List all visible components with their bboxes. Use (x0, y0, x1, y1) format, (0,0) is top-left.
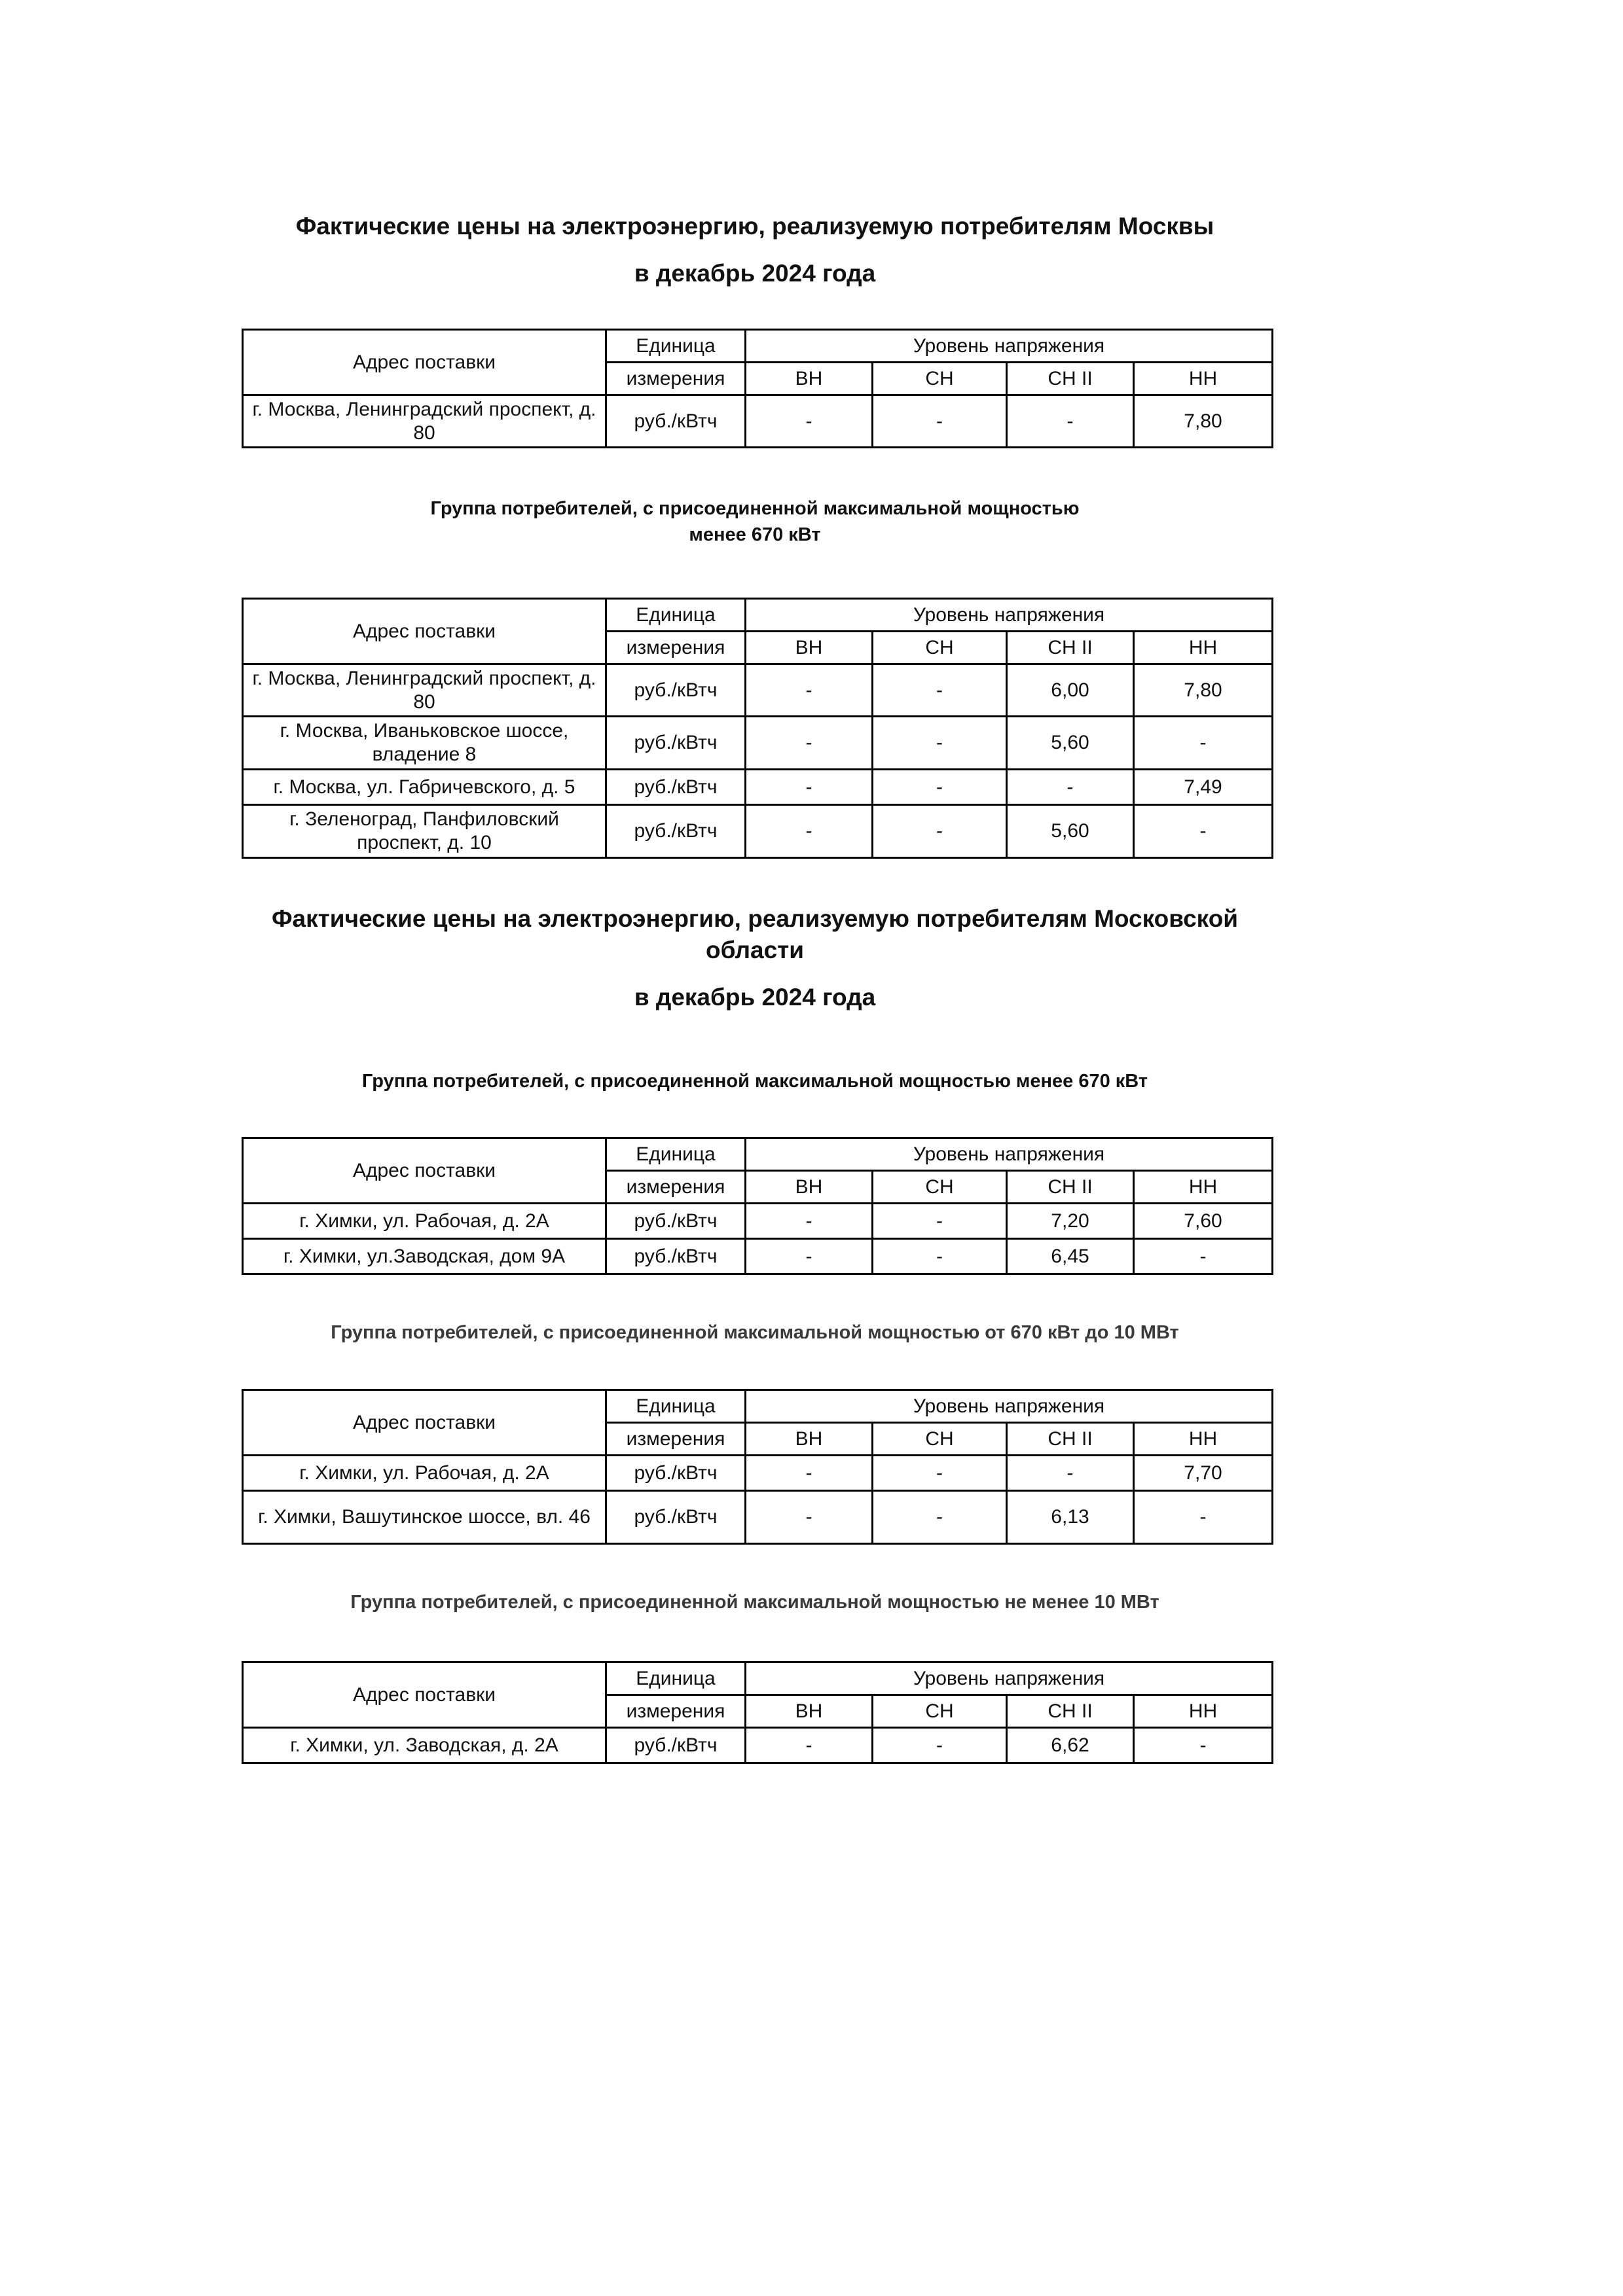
cell-vn: - (746, 717, 873, 770)
cell-vn: - (746, 770, 873, 805)
cell-nn: - (1134, 717, 1273, 770)
table-row (243, 770, 1273, 805)
cell-unit: руб./кВтч (606, 1491, 746, 1544)
header-sn2: СН II (1007, 363, 1134, 395)
header-address: Адрес поставки (243, 1390, 606, 1456)
header-nn: НН (1134, 632, 1273, 664)
cell-nn: 7,49 (1134, 770, 1273, 805)
cell-unit: руб./кВтч (606, 1456, 746, 1491)
header-sn2: СН II (1007, 1695, 1134, 1728)
header-voltage: Уровень напряжения (746, 1138, 1273, 1171)
header-unit-bottom: измерения (606, 363, 746, 395)
cell-nn: 7,80 (1134, 395, 1273, 448)
table-row (243, 1491, 1273, 1544)
oblast-price-table-2 (242, 1389, 1273, 1545)
header-sn: СН (873, 632, 1007, 664)
cell-address: г. Москва, ул. Габричевского, д. 5 (243, 770, 606, 805)
cell-sn: - (873, 1728, 1007, 1763)
header-address: Адрес поставки (243, 1138, 606, 1204)
cell-vn: - (746, 1204, 873, 1239)
cell-unit: руб./кВтч (606, 1728, 746, 1763)
cell-unit: руб./кВтч (606, 1239, 746, 1274)
cell-sn2: - (1007, 1456, 1134, 1491)
table-header-row (243, 1390, 1273, 1423)
oblast-group2-title: Группа потребителей, с присоединенной максимальной мощностью от 670 кВт до 10 МВт (331, 1322, 1179, 1343)
cell-nn: 7,60 (1134, 1204, 1273, 1239)
cell-nn: 7,80 (1134, 664, 1273, 717)
header-vn: ВН (746, 1695, 873, 1728)
oblast-title-line1: Фактические цены на электроэнергию, реализуемую потребителям Московской (271, 905, 1239, 932)
cell-nn: - (1134, 1239, 1273, 1274)
header-sn: СН (873, 1171, 1007, 1204)
cell-sn2: 7,20 (1007, 1204, 1134, 1239)
cell-sn2: - (1007, 395, 1134, 448)
oblast-group1-title: Группа потребителей, с присоединенной максимальной мощностью менее 670 кВт (361, 1071, 1148, 1092)
header-unit-top: Единица (606, 330, 746, 363)
table-header-row (243, 1138, 1273, 1171)
cell-unit: руб./кВтч (606, 1204, 746, 1239)
header-voltage: Уровень напряжения (746, 599, 1273, 632)
table-row (243, 1239, 1273, 1274)
cell-sn: - (873, 1204, 1007, 1239)
cell-vn: - (746, 805, 873, 858)
cell-unit: руб./кВтч (606, 805, 746, 858)
header-voltage: Уровень напряжения (746, 1662, 1273, 1695)
header-sn2: СН II (1007, 1171, 1134, 1204)
cell-vn: - (746, 664, 873, 717)
header-nn: НН (1134, 1171, 1273, 1204)
header-vn: ВН (746, 1423, 873, 1456)
moscow-group-title-line1: Группа потребителей, с присоединенной максимальной мощностью (430, 498, 1080, 519)
table-row (243, 1728, 1273, 1763)
cell-unit: руб./кВтч (606, 395, 746, 448)
header-voltage: Уровень напряжения (746, 1390, 1273, 1423)
header-unit-bottom: измерения (606, 1695, 746, 1728)
cell-vn: - (746, 1491, 873, 1544)
cell-nn: 7,70 (1134, 1456, 1273, 1491)
cell-address: г. Химки, ул. Рабочая, д. 2А (243, 1456, 606, 1491)
cell-address: г. Москва, Ленинградский проспект, д. 80 (243, 664, 606, 717)
cell-address: г. Химки, ул. Заводская, д. 2А (243, 1728, 606, 1763)
table-header-row (243, 1662, 1273, 1695)
oblast-price-table-1 (242, 1137, 1273, 1275)
cell-sn: - (873, 664, 1007, 717)
cell-sn2: - (1007, 770, 1134, 805)
moscow-price-table-2 (242, 598, 1273, 859)
header-unit-top: Единица (606, 1138, 746, 1171)
cell-unit: руб./кВтч (606, 770, 746, 805)
cell-nn: - (1134, 805, 1273, 858)
cell-sn: - (873, 1239, 1007, 1274)
cell-sn2: 6,13 (1007, 1491, 1134, 1544)
header-sn: СН (873, 363, 1007, 395)
header-sn2: СН II (1007, 632, 1134, 664)
table-row (243, 805, 1273, 858)
cell-vn: - (746, 1728, 873, 1763)
header-address: Адрес поставки (243, 330, 606, 395)
cell-address: г. Химки, ул.Заводская, дом 9А (243, 1239, 606, 1274)
header-vn: ВН (746, 363, 873, 395)
oblast-group3-title: Группа потребителей, с присоединенной максимальной мощностью не менее 10 МВт (350, 1592, 1159, 1613)
cell-sn: - (873, 770, 1007, 805)
cell-sn: - (873, 717, 1007, 770)
table-row (243, 664, 1273, 717)
header-unit-top: Единица (606, 1662, 746, 1695)
header-voltage: Уровень напряжения (746, 330, 1273, 363)
header-unit-bottom: измерения (606, 632, 746, 664)
header-unit-bottom: измерения (606, 1171, 746, 1204)
header-nn: НН (1134, 1423, 1273, 1456)
header-unit-top: Единица (606, 1390, 746, 1423)
header-nn: НН (1134, 363, 1273, 395)
cell-nn: - (1134, 1728, 1273, 1763)
oblast-title-line2: области (705, 937, 805, 963)
header-address: Адрес поставки (243, 1662, 606, 1728)
cell-vn: - (746, 1456, 873, 1491)
cell-address: г. Химки, ул. Рабочая, д. 2А (243, 1204, 606, 1239)
moscow-title: Фактические цены на электроэнергию, реализуемую потребителям Москвы (295, 213, 1214, 240)
cell-sn2: 5,60 (1007, 805, 1134, 858)
cell-address: г. Химки, Вашутинское шоссе, вл. 46 (243, 1491, 606, 1544)
header-sn2: СН II (1007, 1423, 1134, 1456)
cell-sn2: 6,62 (1007, 1728, 1134, 1763)
cell-sn: - (873, 1456, 1007, 1491)
cell-sn2: 6,45 (1007, 1239, 1134, 1274)
cell-address: г. Зеленоград, Панфиловский проспект, д. 10 (243, 805, 606, 858)
header-sn: СН (873, 1423, 1007, 1456)
header-unit-bottom: измерения (606, 1423, 746, 1456)
cell-vn: - (746, 395, 873, 448)
cell-sn: - (873, 805, 1007, 858)
table-row (243, 395, 1273, 448)
cell-address: г. Москва, Иваньковское шоссе, владение 8 (243, 717, 606, 770)
cell-nn: - (1134, 1491, 1273, 1544)
cell-sn: - (873, 1491, 1007, 1544)
header-sn: СН (873, 1695, 1007, 1728)
table-row (243, 1456, 1273, 1491)
cell-vn: - (746, 1239, 873, 1274)
cell-unit: руб./кВтч (606, 717, 746, 770)
header-unit-top: Единица (606, 599, 746, 632)
header-vn: ВН (746, 632, 873, 664)
table-header-row (243, 599, 1273, 632)
cell-sn: - (873, 395, 1007, 448)
oblast-price-table-3 (242, 1661, 1273, 1764)
moscow-period: в декабрь 2024 года (634, 260, 876, 287)
table-row (243, 1204, 1273, 1239)
cell-unit: руб./кВтч (606, 664, 746, 717)
header-nn: НН (1134, 1695, 1273, 1728)
moscow-group-title-line2: менее 670 кВт (689, 524, 821, 545)
cell-sn2: 6,00 (1007, 664, 1134, 717)
moscow-price-table-1 (242, 329, 1273, 448)
table-header-row (243, 330, 1273, 363)
header-vn: ВН (746, 1171, 873, 1204)
cell-sn2: 5,60 (1007, 717, 1134, 770)
oblast-period: в декабрь 2024 года (634, 984, 876, 1011)
table-row (243, 717, 1273, 770)
cell-address: г. Москва, Ленинградский проспект, д. 80 (243, 395, 606, 448)
header-address: Адрес поставки (243, 599, 606, 664)
